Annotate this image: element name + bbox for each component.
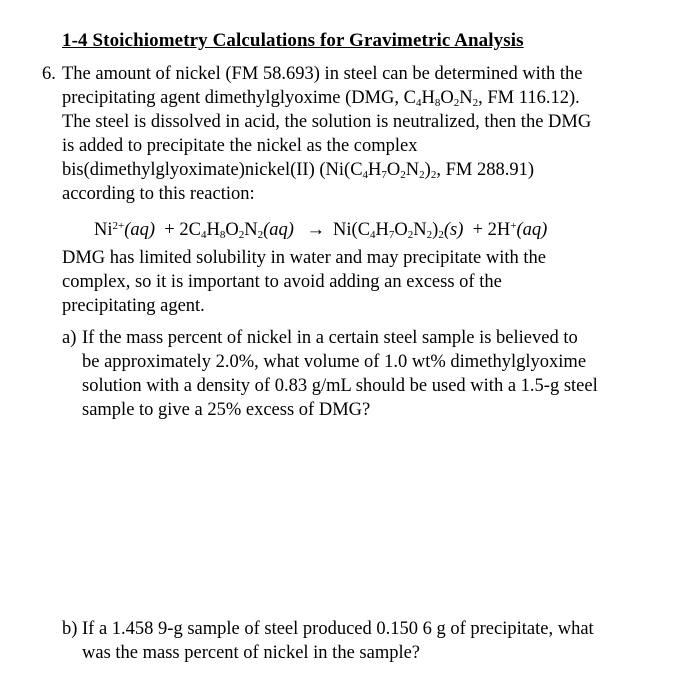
problem-note-line-2: complex, so it is important to avoid adding an excess of the bbox=[62, 272, 502, 292]
problem-note-line-1: DMG has limited solubility in water and may precipitate with the bbox=[62, 248, 546, 268]
phase-solid: (s) bbox=[443, 220, 464, 240]
problem-intro-line-1: The amount of nickel (FM 58.693) in steel can be determined with the bbox=[62, 64, 583, 84]
intro-text: precipitating agent dimethylglyoxime (DMG, C bbox=[62, 88, 417, 108]
product-complex: Ni(C bbox=[333, 220, 371, 240]
plus-sign: + bbox=[164, 220, 175, 240]
part-a-line-4: sample to give a 25% excess of DMG? bbox=[82, 400, 371, 420]
intro-text: bis(dimethylglyoximate)nickel(II) (Ni(C bbox=[62, 160, 363, 180]
phase-aq: (aq) bbox=[516, 220, 548, 240]
part-b-label: b) bbox=[62, 619, 78, 639]
reaction-equation: $Ni^{2+}(aq) + 2C_4H_8O_2N_2(aq) \to Ni(C_4H_7O_2N_2)_2(s) + 2H^+(aq)$ bbox=[94, 220, 548, 241]
problem-intro-line-5: bis(dimethylglyoximate)nickel(II) ($Ni(C_4H_7O_2N_2)_2$, FM 288.91) bbox=[62, 160, 534, 181]
part-a-line-2: be approximately 2.0%, what volume of 1.0 wt% dimethylglyoxime bbox=[82, 352, 587, 372]
part-b-line-1: If a 1.458 9-g sample of steel produced 0.150 6 g of precipitate, what bbox=[82, 619, 594, 639]
reaction-arrow: → bbox=[306, 220, 326, 240]
problem-number: 6. bbox=[42, 64, 56, 84]
problem-intro-line-6: according to this reaction: bbox=[62, 184, 255, 204]
part-a-label: a) bbox=[62, 328, 77, 348]
reactant-nickel: Ni bbox=[94, 220, 113, 240]
phase-aq: (aq) bbox=[124, 220, 156, 240]
problem-intro-line-4: is added to precipitate the nickel as the complex bbox=[62, 136, 418, 156]
reactant-dmg: 2C bbox=[179, 220, 201, 240]
part-a-line-1: If the mass percent of nickel in a certain steel sample is believed to bbox=[82, 328, 578, 348]
intro-text: , FM 116.12). bbox=[478, 88, 580, 108]
problem-intro-line-3: The steel is dissolved in acid, the solution is neutralized, then the DMG bbox=[62, 112, 592, 132]
phase-aq: (aq) bbox=[263, 220, 294, 240]
product-hydrogen: 2H bbox=[487, 220, 511, 240]
section-heading: 1-4 Stoichiometry Calculations for Gravimetric Analysis bbox=[62, 30, 524, 51]
problem-note-line-3: precipitating agent. bbox=[62, 296, 205, 316]
part-a-line-3: solution with a density of 0.83 g/mL should be used with a 1.5-g steel bbox=[82, 376, 598, 396]
intro-text: , FM 288.91) bbox=[436, 160, 534, 180]
nickel-charge: 2+ bbox=[112, 220, 125, 232]
plus-sign: + bbox=[472, 220, 484, 240]
problem-intro-line-2: precipitating agent dimethylglyoxime (DMG, $C_4H_8O_2N_2$, FM 116.12). bbox=[62, 88, 580, 109]
hydrogen-charge: + bbox=[510, 220, 517, 232]
part-b-line-2: was the mass percent of nickel in the sample? bbox=[82, 643, 421, 663]
